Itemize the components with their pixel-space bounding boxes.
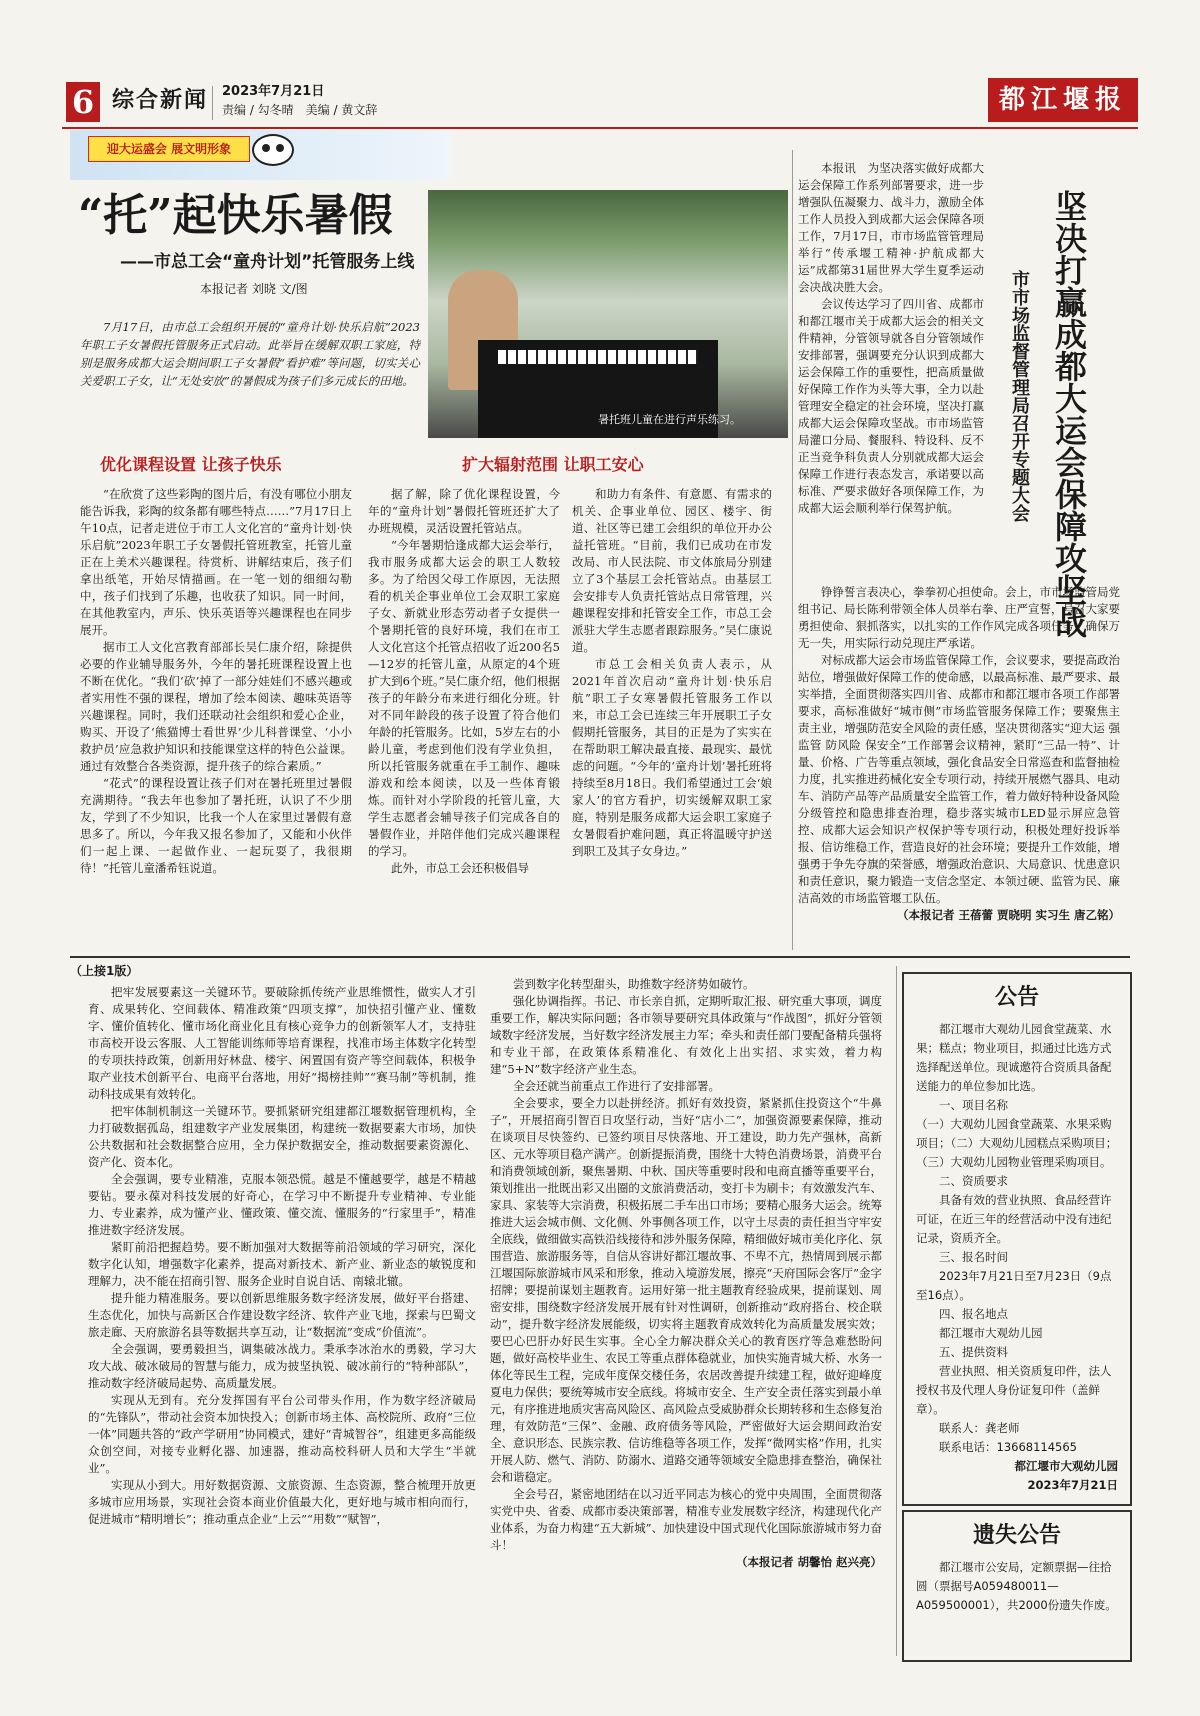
notice-box — [902, 972, 1132, 1506]
paragraph: 全会号召，紧密地团结在以习近平同志为核心的党中央周围，全面贯彻落实党中央、省委、成都市委决策部署，精准专业发展数字经济，构建现代化产业体系，为奋力构建“五大新城”、加快建设中国式现代化国际旅游城市努力奋斗！ — [490, 1487, 882, 1552]
paragraph: 实现从无到有。充分发挥国有平台公司带头作用，作为数字经济破局的“先锋队”，带动社会资本加快投入；创新市场主体、高校院所、政府“三位一体”同题共答的“政产学研用”协同模式，建好“青城智谷”，组建更多高能级众创空间，对接专业孵化器、加速器，推动高校科研人员和大学生“半就业”。 — [88, 1393, 476, 1475]
article3-credit: （本报记者 胡馨怡 赵兴亮） — [735, 1555, 882, 1569]
notice-line: 二、资质要求 — [939, 1174, 1008, 1188]
article2-body-bottom — [798, 584, 1120, 924]
page-number: 6 — [66, 82, 100, 122]
notice-line: 具备有效的营业执照、食品经营许可证，在近三年的经营活动中没有违纪记录，资质齐全。 — [916, 1193, 1112, 1245]
paragraph: 全会要求，要全力以赴拼经济。抓好有效投资，紧紧抓住投资这个“牛鼻子”，开展招商引智百日攻坚行动，当好“店小二”，加强资源要素保障，推动在谈项目尽快签约、已签约项目尽快落地、开工建设，助力先产强林，高新区、元水等项目稳产满产。创新提振消费，围绕十大特色消费场景，消费平台和消费领域创新，聚焦暑期、中秋、国庆等重要时段和电商直播等重要平台，策划推出一批既出彩又出圈的文旅消费活动，变打卡为刷卡；有效激发汽车、家具、家装等大宗消费，积极拓展二手车出口市场；要精心服务大运会。统筹推进大运会城市侧、文化侧、外事侧各项工作，以守土尽责的责任担当守牢安全底线，做细做实高铁沿线接待和涉外服务保障，精细做好城市美化序化、氛围营造、旅游服务等，自信从容讲好都江堰故事、不卑不亢，热情周到展示都江堰国际旅游城市风采和形象，推动入境游发展，擦亮“天府国际会客厅”金字招牌；要提前谋划主题教育。运用好第一批主题教育经验成果，提前谋划、周密安排，围绕数字经济发展开展有针对性调研，创新推动“政府搭台、校企联动”，提升数字经济发展能级，切实将主题教育成效转化为高质量发展实效；要巴心巴肝办好民生实事。全心全力解决群众关心的教育医疗等急难愁盼问题，做好高校毕业生、农民工等重点群体稳就业，加快实施青城大桥、水务一体化等民生工程，完成年度保交楼任务，农居改善提升续建工程，做好迎峰度夏电力保供；要统筹城市安全底线。将城市安全、生产安全责任落实到最小单元，有序推进地质灾害高风险区、高风险点受威胁群众长期转移和生态修复治理，有效防范“三保”、金融、政府债务等风险，严密做好大运会期间政治安全、意识形态、民族宗教、信访维稳等各项工作，发挥“微网实格”作用，扎实开展人防、燃气、消防、防溺水、道路交通等领域安全隐患排查整治，确保社会和谐稳定。 — [490, 1096, 882, 1484]
notice-line: 联系电话：13668114565 — [939, 1440, 1077, 1454]
notice-line: 2023年7月21日至7月23日（9点至16点）。 — [916, 1269, 1112, 1302]
paragraph: “花式”的课程设置让孩子们对在暑托班里过暑假充满期待。“我去年也参加了暑托班，认识了不少朋友，学到了不少知识，比我一个人在家里过暑假有意思多了。所以，今年我又报名参加了，又能和小伙伴们一起上课、一起做作业、一起玩耍了，我很期待！”托管儿童潘希钰说道。 — [80, 776, 352, 875]
lost-notice-text: 都江堰市公安局，定额票据—往拾圆（票据号A059480011—A059500001），共2000份遗失作废。 — [916, 1560, 1117, 1612]
article2-body-top — [798, 160, 984, 517]
masthead-divider — [212, 86, 213, 120]
lead-paragraph: 7月17日，由市总工会组织开展的“童舟计划·快乐启航”2023年职工子女暑假托管服务正式启动。此举旨在缓解双职工家庭，特别是服务成都大运会期间职工子女暑假“看护难”等问题，切实关心关爱职工子女，让“无处安放”的暑假成为孩子们多元成长的田地。 — [80, 320, 420, 388]
panda-mascot-icon — [252, 134, 294, 166]
article2-subheadline: 市市场监督管理局召开专题大会 — [1009, 270, 1030, 522]
notice-line: 都江堰市大观幼儿园食堂蔬菜、水果；糕点；物业项目，拟通过比选方式选择配送单位。现诚邀符合资质具备配送能力的单位参加比选。 — [916, 1022, 1112, 1093]
column-divider — [792, 150, 793, 950]
paragraph: 全会强调，要专业精准，克服本领恐慌。越是不懂越要学，越是不精越要钻。要永葆对科技发展的好奇心，在学习中不断提升专业精神、专业能力、专业素养，成为懂产业、懂政策、懂交流、懂服务的“行家里手”，精准推进数字经济发展。 — [88, 1172, 476, 1237]
paragraph: 会议传达学习了四川省、成都市和都江堰市关于成都大运会的相关文件精神，分管领导就各自分管领域作安排部署，强调要充分认识到成都大运会保障工作的重要性，把高质量做好保障工作作为头等大事，全力以赴管理安全稳定的社会环境，坚决打赢成都大运会保障攻坚战。市市场监管局灌口分局、餐服科、特设科、反不正当竞争科负责人分别就成都大运会保障工作进行表态发言，承诺要以高标准、严要求做好各项保障工作，为成都大运会顺利举行保驾护航。 — [798, 297, 984, 515]
paragraph: 市总工会相关负责人表示，从2021年首次启动“童舟计划·快乐启航”职工子女寒暑假托管服务工作以来，市总工会已连续三年开展职工子女假期托管服务，其目的正是为了实实在在帮助职工解决最直接、最现实、最忧虑的问题。“今年的‘童舟计划’暑托班将持续至8月18日。我们希望通过工会‘娘家人’的官方看护，切实缓解双职工家庭，特别是服务成都大运会职工家庭子女暑假看护难问题，真正将温暖守护送到职工及其子女身边。” — [572, 657, 772, 858]
campaign-banner: 迎大运盛会 展文明形象 — [88, 136, 250, 162]
paragraph: 强化协调指挥。书记、市长亲自抓，定期听取汇报、研究重大事项，调度重要工作，解决实际问题；各市领导要研究具体政策与“作战图”，抓好分管领域数字经济发展，当好数字经济发展主力军；牵头和责任部门要配备精兵强将和专业干部，在政策体系精准化、有效化上出实招、求实效，着力构建“5+N”数字经济产业生态。 — [490, 994, 882, 1076]
masthead — [62, 78, 1138, 130]
notice-line: 营业执照、相关资质复印件，法人授权书及代理人身份证复印件（盖鲜章）。 — [916, 1364, 1112, 1416]
paragraph: 把牢发展要素这一关键环节。要破除抓传统产业思维惯性，做实人才引育、成果转化、空间载体、精准政策“四项支撑”，加快招引懂产业、懂数字、懂价值转化、懂市场化商业化且有核心竞争力的创新领军人才，支持驻市高校开设云客服、人工智能训练师等培育课程，找准市场主体数字化转型的专项扶持政策，创新用好林盘、楼宇、闲置国有资产等空间载体，积极争取产业技术创新平台、电商平台落地，用好“揭榜挂帅”“赛马制”等机制，推动科技成果有效转化。 — [88, 985, 476, 1101]
notice-title: 公告 — [994, 985, 1039, 1010]
paragraph: 铮铮誓言表决心，拳拳初心担使命。会上，市市场监管局党组书记、局长陈利带领全体人员举右拳、庄严宣誓，号召大家要勇担使命、狠抓落实，以扎实的工作作风完成各项任务，确保万无一失，用实际行动兑现庄严承诺。 — [798, 585, 1120, 650]
article3-column-2 — [490, 976, 882, 1571]
paragraph: “在欣赏了这些彩陶的图片后，有没有哪位小朋友能告诉我，彩陶的纹条都有哪些特点……”7月17日上午10点，记者走进位于市工人文化宫的“童舟计划·快乐启航”2023年职工子女暑假托管班教室，托管儿童正在上美术兴趣课程。待赏析、讲解结束后，孩子们拿出纸笔，开始尽情描画。在一笔一划的细细勾勒中，孩子们找到了乐趣，也收获了知识。同一时间，在其他教室内，声乐、快乐英语等兴趣课程也在同步展开。 — [80, 487, 352, 637]
paragraph: 紧盯前沿把握趋势。要不断加强对大数据等前沿领域的学习研究，深化数字化认知，增强数字化素养，提高对新技术、新产业、新业态的敏锐度和理解力，决不能在招商引智、服务企业时自说自话、南辕北辙。 — [88, 1240, 476, 1288]
paragraph: 全会还就当前重点工作进行了安排部署。 — [513, 1079, 720, 1093]
paragraph: 实现从小到大。用好数据资源、文旅资源、生态资源，整合梳理开放更多城市应用场景，实现社会资本商业价值最大化，更好地与城市相向而行，促进城市“精明增长”；推动重点企业“上云”“用数”“赋智”， — [88, 1478, 476, 1526]
article-byline: 本报记者 刘晓 文/图 — [200, 282, 308, 296]
notice-body — [904, 1020, 1130, 1495]
article2-headline: 坚决打赢成都大运会保障攻坚战 — [1050, 190, 1088, 638]
horizontal-rule — [70, 956, 1130, 958]
lost-notice-body — [904, 1558, 1130, 1615]
article2-credit: （本报记者 王蓓蕾 贾晓明 实习生 唐乙铭） — [896, 908, 1120, 922]
column-divider — [896, 966, 897, 1656]
paper-logo: 都江堰报 — [988, 78, 1138, 122]
article3-column-1 — [88, 984, 476, 1528]
article-lead — [80, 318, 420, 390]
notice-line: 三、报名时间 — [939, 1250, 1008, 1264]
paragraph: 据市工人文化宫教育部部长吴仁康介绍，除提供必要的作业辅导服务外，今年的暑托班课程设置上也不断在优化。“我们‘砍’掉了一部分娃娃们不感兴趣或者实用性不强的课程，增加了绘本阅读、趣味英语等兴趣课程。同时，我们还联动社会组织和爱心企业，购买、开设了‘熊猫博士看世界’少儿科普课堂、‘小小救护员’应急救护知识和技能课堂这样的特色公益课。通过有效整合各类资源，提升孩子的综合素质。” — [80, 640, 352, 773]
section-name: 综合新闻 — [112, 88, 209, 113]
notice-line: 四、报名地点 — [939, 1307, 1008, 1321]
section-heading-2: 扩大辐射范围 让职工安心 — [462, 455, 644, 474]
paragraph: 据了解，除了优化课程设置，今年的“童舟计划”暑假托管班还扩大了办班规模，灵活设置托管站点。 — [368, 487, 560, 535]
issue-date: 2023年7月21日 — [222, 84, 325, 99]
paragraph: 尝到数字化转型甜头，助推数字经济势如破竹。 — [513, 977, 755, 991]
notice-line: 联系人：龚老师 — [939, 1421, 1020, 1435]
article-title: “托”起快乐暑假 — [78, 190, 393, 241]
notice-line: （一）大观幼儿园食堂蔬菜、水果采购项目；（二）大观幼儿园糕点采购项目；（三）大观幼儿园物业管理采购项目。 — [916, 1117, 1118, 1169]
paragraph: 全会强调，要勇毅担当，调集破冰战力。秉承李冰治水的勇毅，学习大攻大战、破冰破局的智慧与能力，成为披坚执锐、破冰前行的“特种部队”，推动数字经济破局起势、高质量发展。 — [88, 1342, 476, 1390]
article1-column-2 — [368, 486, 560, 877]
lost-notice-title: 遗失公告 — [972, 1523, 1061, 1548]
photo-piano-keys — [498, 350, 698, 364]
article1-column-3 — [572, 486, 772, 860]
article1-column-1 — [80, 486, 352, 877]
section-heading-1: 优化课程设置 让孩子快乐 — [100, 455, 282, 474]
photo-caption: 暑托班儿童在进行声乐练习。 — [598, 413, 741, 426]
continued-label: （上接1版） — [70, 964, 139, 978]
paragraph: “今年暑期恰逢成都大运会举行，我市服务成都大运会的职工人数较多。为了给因父母工作原因，无法照看的机关企事业单位工会双职工家庭子女、新就业形态劳动者子女提供一个暑期托管的良好环境，我们在市工人文化宫这个托管点招收了近200名5—12岁的托管儿童，从原定的4个班扩大到6个班。”吴仁康介绍，他们根据孩子的年龄分布来进行细化分班。针对不同年龄段的孩子设置了符合他们年龄的托管服务。比如，5岁左右的小龄儿童，考虑到他们没有学业负担，所以托管服务就重在手工制作、趣味游戏和绘本阅读，以及一些体育锻炼。而针对小学阶段的托管儿童，大学生志愿者会辅导孩子们完成各自的暑假作业，并陪伴他们完成兴趣课程的学习。 — [368, 538, 560, 858]
paragraph: 本报讯 为坚决落实做好成都大运会保障工作系列部署要求，进一步增强队伍凝聚力、战斗力，激励全体工作人员投入到成都大运会保障各项工作，7月17日，市市场监管管理局举行“传承堰工精神·护航成都大运”成都第31届世界大学生夏季运动会决战决胜大会。 — [798, 161, 984, 294]
paragraph: 此外，市总工会还积极倡导 — [391, 861, 529, 875]
article-subtitle: ——市总工会“童舟计划”托管服务上线 — [120, 252, 415, 272]
paragraph: 提升能力精准服务。要以创新思维服务数字经济发展，做好平台搭建、生态优化，加快与高新区合作建设数字经济、软件产业飞地，探索与巴蜀文旅走廊、天府旅游名县等数据共享互动，让“数据流”变成“价值流”。 — [88, 1291, 476, 1339]
notice-line: 五、提供资料 — [939, 1345, 1008, 1359]
notice-date: 2023年7月21日 — [1027, 1478, 1118, 1492]
paragraph: 把牢体制机制这一关键环节。要抓紧研究组建都江堰数据管理机构，全力打破数据孤岛，组建数字产业发展集团，构建统一数据要素大市场，加快公共数据和社会数据整合应用，全力保护数据安全，推动数据要素资源化、资产化、资本化。 — [88, 1104, 476, 1169]
paragraph: 对标成都大运会市场监管保障工作，会议要求，要提高政治站位，增强做好保障工作的使命感，以最高标准、最严要求、最实举措，全面贯彻落实四川省、成都市和都江堰市各项工作部署要求，高标准做好“城市侧”市场监管服务保障工作；要聚焦主责主业，增强防范安全风险的责任感，坚决贯彻落实“迎大运 强监管 防风险 保安全”工作部署会议精神，紧盯“三品一特”、计量、价格、广告等重点领域，强化食品安全日常巡查和监督抽检力度，扎实推进药械化安全专项行动，持续开展燃气器具、电动车、消防产品等产品质量安全监管工作，着力做好特种设备风险分级管控和隐患排查治理，稳步落实城市LED显示屏应急管控、成都大运会知识产权保护等专项行动，积极处理好投诉举报、信访维稳工作，营造良好的社会环境；要提升工作效能，增强勇于争先夺旗的荣誉感，增强政治意识、大局意识、忧患意识和责任意识，聚力锻造一支信念坚定、本领过硬、监管为民、廉洁高效的市场监管堰工队伍。 — [798, 653, 1120, 905]
paragraph: 和助力有条件、有意愿、有需求的机关、企事业单位、园区、楼宇、街道、社区等已建工会组织的单位开办公益托管班。“目前，我们已成功在市发改局、市人民法院、市文体旅局分别建立了3个基层工会托管站点。由基层工会安排专人负责托管站点日常管理，兴趣课程安排和托管安全工作，市总工会派驻大学生志愿者跟踪服务。”吴仁康说道。 — [572, 487, 772, 654]
editors: 责编 / 勾冬晴 美编 / 黄文辞 — [222, 103, 378, 117]
notice-line: 一、项目名称 — [939, 1098, 1008, 1112]
notice-line: 都江堰市大观幼儿园 — [939, 1326, 1043, 1340]
article-photo — [428, 190, 788, 438]
lost-notice-box — [902, 1510, 1132, 1662]
notice-signature: 都江堰市大观幼儿园 — [1014, 1459, 1118, 1473]
masthead-rule — [62, 127, 1138, 129]
